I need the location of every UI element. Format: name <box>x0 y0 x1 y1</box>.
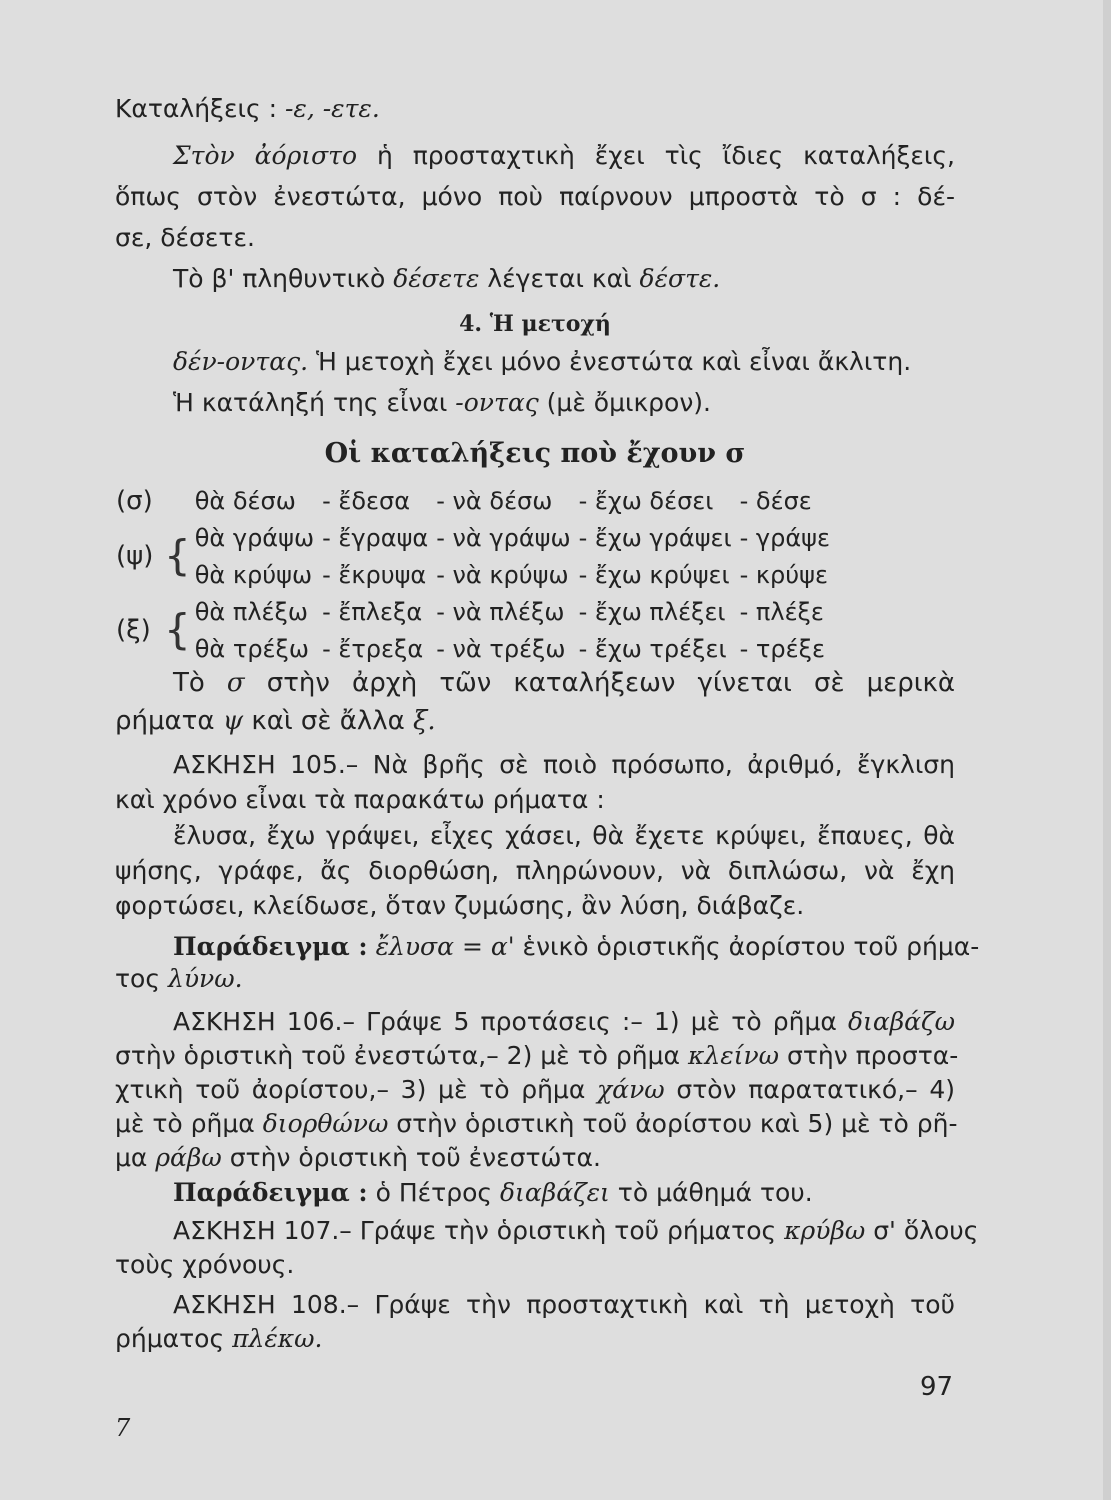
text-line <box>115 962 955 996</box>
brace-icon: { <box>164 531 191 580</box>
exercise-line <box>115 1288 955 1322</box>
text-line <box>115 1141 955 1175</box>
text-line <box>115 262 955 296</box>
text: ἔλυσα, ἔχω γράψει, εἶχες χάσει, θὰ ἔχετε κρύψει, ἔπαυες, θὰ <box>173 821 955 850</box>
text: στὴν ὁριστικὴ τοῦ ἐνεστώτα. <box>221 1143 601 1172</box>
example-line <box>115 1176 955 1210</box>
exercise-line <box>115 1214 979 1248</box>
example-line <box>115 930 980 964</box>
text: στὴν ὁριστικὴ τοῦ ἐνεστώτα,– 2) μὲ τὸ ρῆμα <box>115 1041 688 1070</box>
text-italic: διαβάζει <box>500 1178 610 1207</box>
table-cell: - ἔτρεξα <box>322 634 424 663</box>
text: ὁ Πέτρος <box>367 1178 500 1207</box>
text: χτικὴ τοῦ ἀορίστου,– 3) μὲ τὸ ρῆμα <box>115 1075 598 1104</box>
table-cell: - ἔχω πλέξει <box>578 597 726 626</box>
conjugation-table <box>112 482 834 667</box>
text: ἑνικὸ ὁριστικῆς ἀορίστου τοῦ ρήμα- <box>514 932 980 961</box>
text-italic: ξ. <box>413 706 436 736</box>
page-edge <box>1103 0 1111 1500</box>
table-cell: - κρύψε <box>739 560 828 589</box>
text: Τὸ <box>173 668 227 698</box>
text-line <box>115 1248 955 1282</box>
table-heading <box>115 437 955 471</box>
table-cell: - ἔγραψα <box>322 523 429 552</box>
text: τος <box>115 964 168 993</box>
table-cell: - πλέξε <box>739 597 824 626</box>
text: 4. Ἡ μετοχή <box>459 311 611 337</box>
text-line <box>115 819 955 853</box>
text: ρήματα <box>115 706 223 736</box>
text: Ἡ κατάληξή της εἶναι <box>173 388 456 417</box>
exercise-line <box>115 748 955 782</box>
table-cell: - τρέξε <box>739 634 825 663</box>
text-line <box>115 704 955 738</box>
table-cell: - ἔχω κρύψει <box>578 560 730 589</box>
text-bold: Παράδειγμα : <box>173 932 368 961</box>
text: μὲ τὸ ρῆμα <box>115 1109 263 1138</box>
text-italic: δέστε. <box>639 264 721 293</box>
text-line <box>115 666 955 700</box>
text-italic: σ <box>226 668 245 698</box>
text-line <box>115 92 955 126</box>
text-italic: ἔλυσα = α' <box>367 932 515 961</box>
text-italic: -ε, -ετε. <box>284 94 380 123</box>
text: ΑΣΚΗΣΗ 105.– Νὰ βρῆς σὲ ποιὸ πρόσωπο, ἀριθμό, ἔγκλιση <box>173 750 955 779</box>
table-cell: - νὰ γράψω <box>436 523 571 552</box>
brace-icon: { <box>164 605 191 654</box>
table-row <box>112 556 834 593</box>
text: ρήματος <box>115 1324 233 1353</box>
text-italic: πλέκω. <box>232 1324 323 1353</box>
table-cell: - δέσε <box>739 486 812 515</box>
table-cell: θὰ δέσω <box>194 486 296 515</box>
text: μα <box>115 1143 156 1172</box>
text: ΑΣΚΗΣΗ 108.– Γράψε τὴν προσταχτικὴ καὶ τὴ μετοχὴ τοῦ <box>173 1290 955 1319</box>
table-row <box>112 593 834 630</box>
text: ΑΣΚΗΣΗ 107.– Γράψε τὴν ὁριστικὴ τοῦ ρήματος <box>173 1216 785 1245</box>
text-italic: ψ <box>222 706 244 736</box>
text-line <box>115 345 955 379</box>
text: λέγεται καὶ <box>479 264 640 293</box>
text: στὴν ἀρχὴ τῶν καταλήξεων γίνεται σὲ μερικὰ <box>244 668 955 698</box>
text: φορτώσει, κλείδωσε, ὅταν ζυμώσης, ἂν λύση, διάβαζε. <box>115 891 805 920</box>
text-italic: κλείνω <box>687 1041 780 1070</box>
text-line <box>115 1073 955 1107</box>
text-line <box>115 1039 959 1073</box>
table-cell: - ἔχω τρέξει <box>578 634 727 663</box>
text: στὸν παρατατικό,– 4) <box>664 1075 955 1104</box>
text-italic: Στὸν ἀόριστο <box>173 141 358 170</box>
text-italic: διορθώνω <box>262 1109 389 1138</box>
table-cell: - ἔχω γράψει <box>578 523 732 552</box>
text-italic: λύνω. <box>167 964 243 993</box>
table-cell: - ἔκρυψα <box>322 560 427 589</box>
signature-mark: 7 <box>115 1414 131 1442</box>
text: σ' ὅλους <box>865 1216 979 1245</box>
text-italic: δέν-οντας. <box>173 347 309 376</box>
table-cell: - νὰ κρύψω <box>436 560 569 589</box>
text-italic: -οντας <box>455 388 539 417</box>
text: ψήσης, γράφε, ἄς διορθώση, πληρώνουν, νὰ διπλώσω, νὰ ἔχη <box>115 856 955 885</box>
text-line <box>115 221 955 255</box>
table-cell: θὰ πλέξω <box>194 597 308 626</box>
table-cell: - γράψε <box>739 523 830 552</box>
text: Καταλήξεις : <box>115 94 285 123</box>
group-label: (ξ) <box>116 615 151 645</box>
text-italic: κρύβω <box>784 1216 866 1245</box>
text-italic: χάνω <box>597 1075 665 1104</box>
table-row <box>112 482 834 519</box>
text: στὴν προστα- <box>779 1041 959 1070</box>
text: Ἡ μετοχὴ ἔχει μόνο ἐνεστώτα καὶ εἶναι ἄκλιτη. <box>308 347 912 376</box>
table-cell: - ἔδεσα <box>322 486 411 515</box>
text-italic: ράβω <box>155 1143 222 1172</box>
text: ἡ προσταχτικὴ ἔχει τὶς ἴδιες καταλήξεις, <box>357 141 955 170</box>
text-line <box>115 889 955 923</box>
text: καὶ χρόνο εἶναι τὰ παρακάτω ρήματα : <box>115 785 605 814</box>
table-row <box>112 630 834 667</box>
text-bold: Παράδειγμα : <box>173 1178 368 1207</box>
text: στὴν ὁριστικὴ τοῦ ἀορίστου καὶ 5) μὲ τὸ ρῆ- <box>388 1109 958 1138</box>
table-cell: - νὰ πλέξω <box>436 597 565 626</box>
table-cell: θὰ γράψω <box>194 523 315 552</box>
table-cell: - ἔχω δέσει <box>578 486 714 515</box>
text-line <box>115 1322 955 1356</box>
text: ὅπως στὸν ἐνεστώτα, μόνο ποὺ παίρνουν μπροστὰ τὸ σ : δέ- <box>115 182 955 211</box>
table-cell: - νὰ δέσω <box>436 486 553 515</box>
text: ΑΣΚΗΣΗ 106.– Γράψε 5 προτάσεις :– 1) μὲ τὸ ρῆμα <box>173 1007 848 1036</box>
text: Τὸ β' πληθυντικὸ <box>173 264 394 293</box>
text-line <box>115 783 955 817</box>
text: τὸ μάθημά του. <box>609 1178 813 1207</box>
text-line <box>115 854 955 888</box>
table-cell: θὰ κρύψω <box>194 560 313 589</box>
text: σε, δέσετε. <box>115 223 255 252</box>
text: Οἱ καταλήξεις ποὺ ἔχουν σ <box>324 438 746 469</box>
text: (μὲ ὄμικρον). <box>538 388 712 417</box>
table-cell: - νὰ τρέξω <box>436 634 566 663</box>
section-heading <box>115 307 955 341</box>
text: καὶ σὲ ἄλλα <box>243 706 414 736</box>
group-label: (ψ) <box>116 541 154 571</box>
group-label: (σ) <box>116 485 153 516</box>
page-number: 97 <box>920 1372 954 1402</box>
text-italic: δέσετε <box>393 264 480 293</box>
text-line <box>115 1107 958 1141</box>
text: τοὺς χρόνους. <box>115 1250 295 1279</box>
text-italic: διαβάζω <box>847 1007 955 1036</box>
text-line <box>115 139 955 173</box>
exercise-line <box>115 1005 955 1039</box>
table-row <box>112 519 834 556</box>
text-line <box>115 180 955 214</box>
table-cell: - ἔπλεξα <box>322 597 423 626</box>
table-cell: θὰ τρέξω <box>194 634 310 663</box>
text-line <box>115 386 955 420</box>
